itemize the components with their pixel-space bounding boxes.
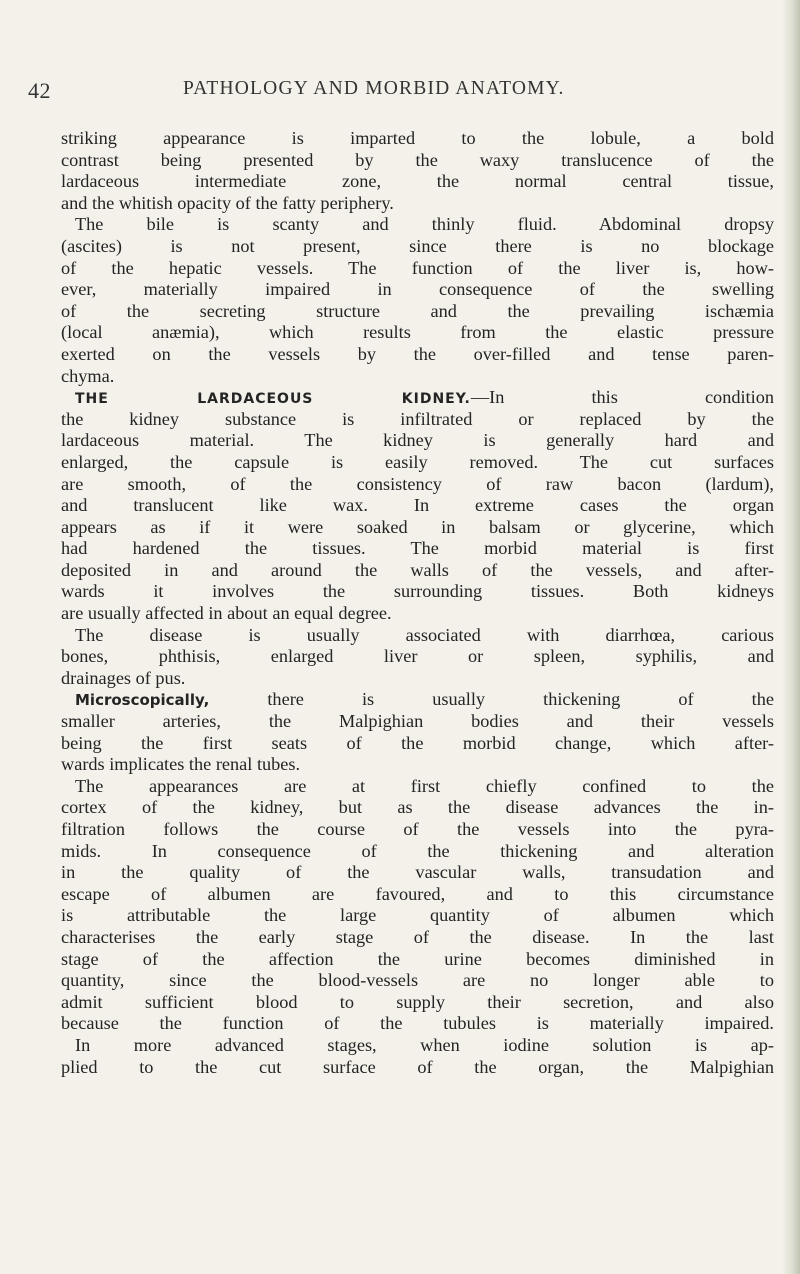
- text-line: In more advanced stages, when iodine solution is ap-: [75, 1034, 774, 1055]
- text-line: exerted on the vessels by the over-filled and tense paren-: [61, 343, 774, 364]
- text-line: escape of albumen are favoured, and to this circumstance: [61, 883, 774, 904]
- text-line: lardaceous intermediate zone, the normal central tissue,: [61, 171, 774, 192]
- text-line: striking appearance is imparted to the lobule, a bold: [61, 128, 774, 148]
- text-line: ever, materially impaired in consequence of the swelling: [61, 279, 774, 300]
- text-line: chyma.: [61, 365, 115, 386]
- text-line: plied to the cut surface of the organ, the Malpighian: [61, 1056, 774, 1077]
- page-number: 42: [28, 78, 51, 103]
- text-line: quantity, since the blood-vessels are no longer able to: [61, 970, 774, 991]
- text-line: deposited in and around the walls of the vessels, and after-: [61, 559, 774, 580]
- text-line: appears as if it were soaked in balsam or glycerine, which: [61, 516, 774, 537]
- text-line: (ascites) is not present, since there is no blockage: [61, 235, 774, 256]
- text-line: because the function of the tubules is materially impaired.: [61, 1013, 774, 1034]
- section-heading-line: [61, 689, 774, 711]
- text-line: The bile is scanty and thinly fluid. Abdominal dropsy: [75, 214, 774, 235]
- text-line: contrast being presented by the waxy translucence of the: [61, 149, 774, 170]
- text-line: wards it involves the surrounding tissues. Both kidneys: [61, 581, 774, 602]
- text-line: are usually affected in about an equal degree.: [61, 603, 392, 624]
- text-line: are smooth, of the consistency of raw bacon (lardum),: [61, 473, 774, 494]
- body-text: [61, 128, 774, 1078]
- section-heading-line: [61, 387, 774, 409]
- text-line: (local anæmia), which results from the elastic pressure: [61, 322, 774, 343]
- text-line: stage of the affection the urine becomes diminished in: [61, 948, 774, 969]
- text-line: admit sufficient blood to supply their secretion, and also: [61, 991, 774, 1012]
- text-line: mids. In consequence of the thickening and alteration: [61, 840, 774, 861]
- text-line: The disease is usually associated with diarrhœa, carious: [75, 624, 774, 645]
- text-line: filtration follows the course of the vessels into the pyra-: [61, 819, 774, 839]
- running-title: PATHOLOGY AND MORBID ANATOMY.: [183, 78, 565, 99]
- text-line: cortex of the kidney, but as the disease advances the in-: [61, 797, 774, 818]
- text-fragment: there is usually thickening of the: [209, 689, 774, 710]
- text-line: the kidney substance is infiltrated or replaced by the: [61, 408, 774, 429]
- text-line: characterises the early stage of the disease. In the last: [61, 926, 774, 947]
- text-line: and translucent like wax. In extreme cases the organ: [61, 495, 774, 516]
- text-line: of the hepatic vessels. The function of the liver is, how-: [61, 257, 774, 278]
- running-head: [0, 78, 800, 108]
- text-line: of the secreting structure and the prevailing ischæmia: [61, 300, 774, 321]
- text-line: drainages of pus.: [61, 667, 186, 688]
- text-line: being the first seats of the morbid change, which after-: [61, 732, 774, 753]
- page-edge-shadow: [782, 0, 800, 1274]
- text-line: lardaceous material. The kidney is generally hard and: [61, 430, 774, 451]
- section-heading-microscopically: Microscopically,: [75, 691, 210, 710]
- text-fragment: —In this condition: [470, 387, 775, 408]
- text-line: in the quality of the vascular walls, transudation and: [61, 862, 774, 883]
- text-line: enlarged, the capsule is easily removed. The cut surfaces: [61, 451, 774, 472]
- text-line: The appearances are at first chiefly confined to the: [75, 775, 774, 796]
- text-line: smaller arteries, the Malpighian bodies and their vessels: [61, 711, 774, 732]
- section-heading-lardaceous-kidney: THE LARDACEOUS KIDNEY.: [75, 391, 471, 408]
- text-line: had hardened the tissues. The morbid material is first: [61, 538, 774, 559]
- text-line: is attributable the large quantity of albumen which: [61, 905, 774, 926]
- text-line: wards implicates the renal tubes.: [61, 754, 301, 775]
- text-line: bones, phthisis, enlarged liver or spleen, syphilis, and: [61, 646, 774, 667]
- text-line: and the whitish opacity of the fatty periphery.: [61, 192, 394, 213]
